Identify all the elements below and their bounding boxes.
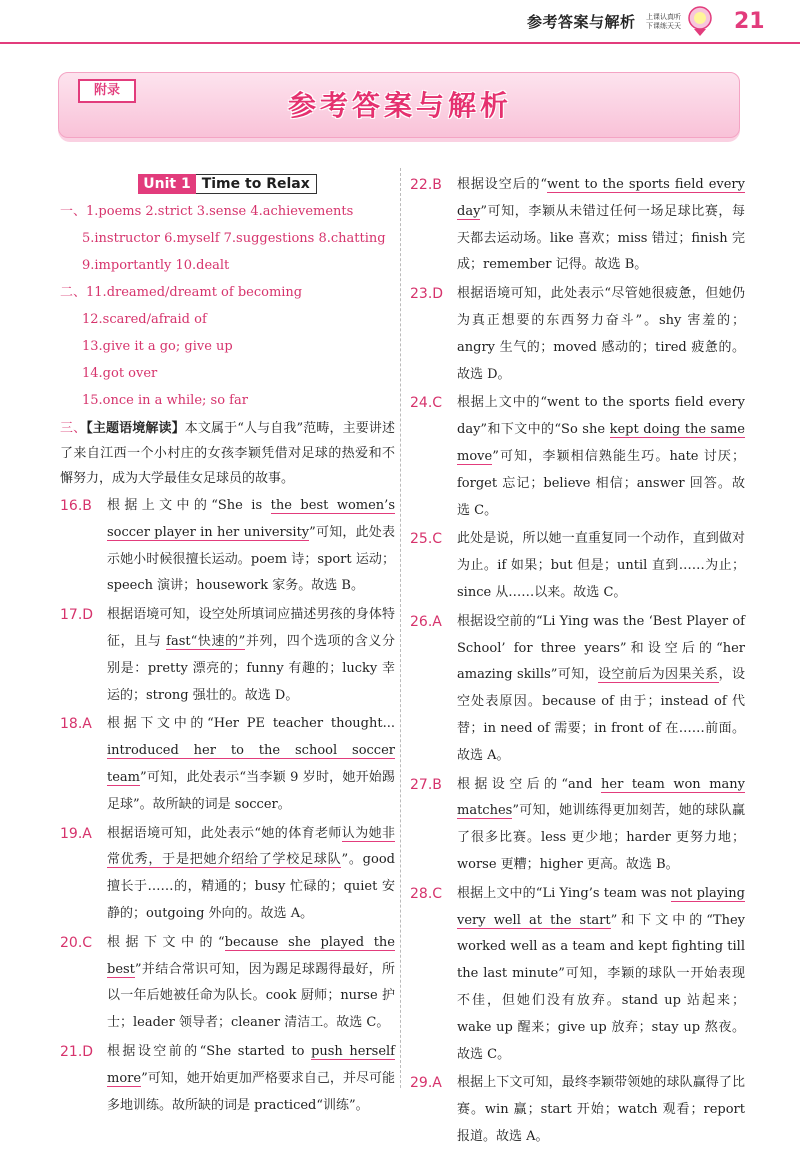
left-column <box>60 170 395 1119</box>
theme-text: 本文属于“人与自我”范畴，主要讲述了来自江西一个小村庄的女孩李颖凭借对足球的热爱和不懈努力，成为大学最佳女足球员的故事。 <box>60 421 395 486</box>
page-header <box>0 0 800 42</box>
section-1-row-2: 5.instructor 6.myself 7.suggestions 8.chatting <box>82 231 386 246</box>
underlined-evidence: 认为她非常优秀，于是把她介绍给了学校足球队 <box>107 825 395 868</box>
section-1-row-1 <box>60 198 395 225</box>
banner-title: 参考答案与解析 <box>287 89 512 122</box>
item-text-continued: ”可知，李颖相信熟能生巧。hate 讨厌；forget 忘记；believe 相信；answer 回答。故选 C。 <box>457 448 745 518</box>
item-text: 根据下文中的“ <box>107 934 225 950</box>
underlined-evidence: kept doing the same move <box>457 422 745 464</box>
right-answer-list <box>410 172 745 1151</box>
right-column <box>410 170 745 1151</box>
answer-11: 11.dreamed/dreamt of becoming <box>86 285 303 300</box>
unit-badge: Unit 1 <box>138 174 195 194</box>
item-text-continued: ”。good 擅长于……的，精通的；busy 忙碌的；quiet 安静的；outgoing 外向的。故选 A。 <box>107 852 395 921</box>
underlined-evidence: fast“快速的” <box>166 633 246 649</box>
item-number: 20.C <box>60 934 93 951</box>
left-answer-list <box>60 493 395 1119</box>
answer-item <box>60 493 395 600</box>
page-number: 21 <box>734 9 765 34</box>
item-number: 28.C <box>410 885 443 902</box>
item-text: 根据设空前的“Li Ying was the ‘Best Player of School’ for three years”和设空后的“her amazing skills”可知， <box>457 613 745 683</box>
answer-item <box>410 772 745 879</box>
answer-item <box>60 1039 395 1119</box>
unit-heading <box>60 170 395 198</box>
item-text-continued: ”可知，此处表示她小时候很擅长运动。poem 诗；sport 运动；speech 演讲；housework 家务。故选 B。 <box>107 524 396 594</box>
answer-item <box>60 602 395 709</box>
publisher-logo-icon <box>686 5 714 37</box>
underlined-evidence: went to the sports field every day <box>457 177 745 219</box>
underlined-evidence: push herself more <box>107 1043 395 1086</box>
underlined-evidence: introduced her to the school soccer team <box>107 743 395 785</box>
item-number: 21.D <box>60 1043 94 1060</box>
slogan-line-1: 上课认真听 <box>646 13 681 21</box>
item-number: 26.A <box>410 613 442 630</box>
item-text: 根据下文中的“Her PE teacher thought... <box>107 716 395 732</box>
item-text-continued: ”可知，她开始更加严格要求自己，并尽可能多地训练。故所缺的词是 practiced“训练”。 <box>107 1070 395 1113</box>
item-text-continued: ”和下文中的“They worked well as a team and kept fighting till the last minute”可知，李颖的球队一开始表现不佳，但她们没有放弃。stand up 站起来；wake up 醒来；give up 放弃；stay up 熬夜。故选 C。 <box>457 912 745 1062</box>
item-text-continued: ”可知，李颖从未错过任何一场足球比赛，每天都去运动场。like 喜欢；miss 错过；finish 完成；remember 记得。故选 B。 <box>457 203 745 273</box>
item-text: 根据上文中的“She is <box>107 498 271 513</box>
item-number: 19.A <box>60 825 92 842</box>
underlined-evidence: her team won many matches <box>457 776 745 819</box>
section-3-label: 三、 <box>60 421 87 436</box>
item-number: 22.B <box>410 177 442 193</box>
underlined-evidence: 设空前后为因果关系 <box>598 667 719 683</box>
answer-13: 13.give it a go; give up <box>82 339 233 354</box>
item-number: 24.C <box>410 395 443 412</box>
answer-14: 14.got over <box>82 366 158 381</box>
item-text-continued: 并列，四个选项的含义分别是：pretty 漂亮的；funny 有趣的；lucky 幸运的；strong 强壮的。故选 D。 <box>107 633 395 703</box>
answer-item <box>410 609 745 770</box>
underlined-evidence: not playing very well at the start <box>457 885 745 928</box>
section-2-label: 二、 <box>60 285 87 300</box>
answer-item <box>60 930 395 1037</box>
item-text: 根据上文中的“went to the sports field every day”和下文中的“So she <box>457 395 745 438</box>
section-2-row-11 <box>60 279 395 306</box>
theme-tag: 【主题语境解读】 <box>86 421 185 436</box>
answer-item <box>410 172 745 279</box>
item-number: 25.C <box>410 531 443 548</box>
header-rule <box>0 42 800 44</box>
item-text: 根据设空前的“She started to <box>107 1043 312 1059</box>
underlined-evidence: the best women’s soccer player in her university <box>107 498 395 540</box>
answer-item <box>410 881 745 1069</box>
header-title: 参考答案与解析 <box>527 13 636 31</box>
answer-item <box>410 390 745 524</box>
item-number: 23.D <box>410 286 444 303</box>
answer-item <box>410 526 745 606</box>
item-number: 17.D <box>60 607 94 624</box>
unit-title: Time to Relax <box>196 174 317 194</box>
item-text-continued: ”可知，她训练得更加刻苦，她的球队赢了很多比赛。less 更少地；harder 更努力地；worse 更糟；higher 更高。故选 B。 <box>457 803 745 872</box>
item-number: 16.B <box>60 498 92 514</box>
slogan-line-2: 下课练天天 <box>646 22 681 30</box>
item-text: 根据语境可知，此处表示“她的体育老师 <box>107 825 342 841</box>
slogan <box>646 13 681 31</box>
answer-item <box>60 711 395 818</box>
section-1-row-3: 9.importantly 10.dealt <box>82 258 230 273</box>
item-text: 此处是说，所以她一直重复同一个动作，直到做对为止。if 如果；but 但是；until 直到……为止；since 从……以来。故选 C。 <box>457 531 745 600</box>
section-1-answers-1: 1.poems 2.strict 3.sense 4.achievements <box>86 204 354 219</box>
item-text: 根据语境可知，此处表示“尽管她很疲惫，但她仍为真正想要的东西努力奋斗”。shy 害羞的；angry 生气的；moved 感动的；tired 疲惫的。故选 D。 <box>457 286 745 382</box>
column-divider <box>400 168 401 1088</box>
item-number: 27.B <box>410 776 442 793</box>
appendix-tag: 附录 <box>78 79 136 103</box>
answer-12: 12.scared/afraid of <box>82 312 207 327</box>
item-text-continued: ”可知，此处表示“当李颖 9 岁时，她开始踢足球”。故所缺的词是 soccer。 <box>107 769 395 812</box>
answer-item <box>410 1070 745 1150</box>
item-text-continued: ，设空处表原因。because of 由于；instead of 代替；in need of 需要；in front of 在……前面。故选 A。 <box>457 667 745 763</box>
theme-summary <box>60 416 395 491</box>
item-number: 18.A <box>60 716 92 733</box>
item-text-continued: ”并结合常识可知，因为踢足球踢得最好，所以一年后她被任命为队长。cook 厨师；nurse 护士；leader 领导者；cleaner 清洁工。故选 C。 <box>107 961 395 1031</box>
section-1-label: 一、 <box>60 204 87 219</box>
answer-15: 15.once in a while; so far <box>82 393 248 408</box>
item-text: 根据设空后的“ <box>457 177 548 192</box>
underlined-evidence: because she played the best <box>107 934 395 977</box>
item-text: 根据设空后的“and <box>457 776 602 792</box>
item-number: 29.A <box>410 1075 442 1092</box>
item-text: 根据上下文可知，最终李颖带领她的球队赢得了比赛。win 赢；start 开始；watch 观看；report 报道。故选 A。 <box>457 1075 745 1144</box>
item-text: 根据语境可知，设空处所填词应描述男孩的身体特征，且与 <box>107 607 395 649</box>
answer-item <box>410 281 745 388</box>
item-text: 根据上文中的“Li Ying’s team was <box>457 885 671 901</box>
answer-item <box>60 821 395 928</box>
